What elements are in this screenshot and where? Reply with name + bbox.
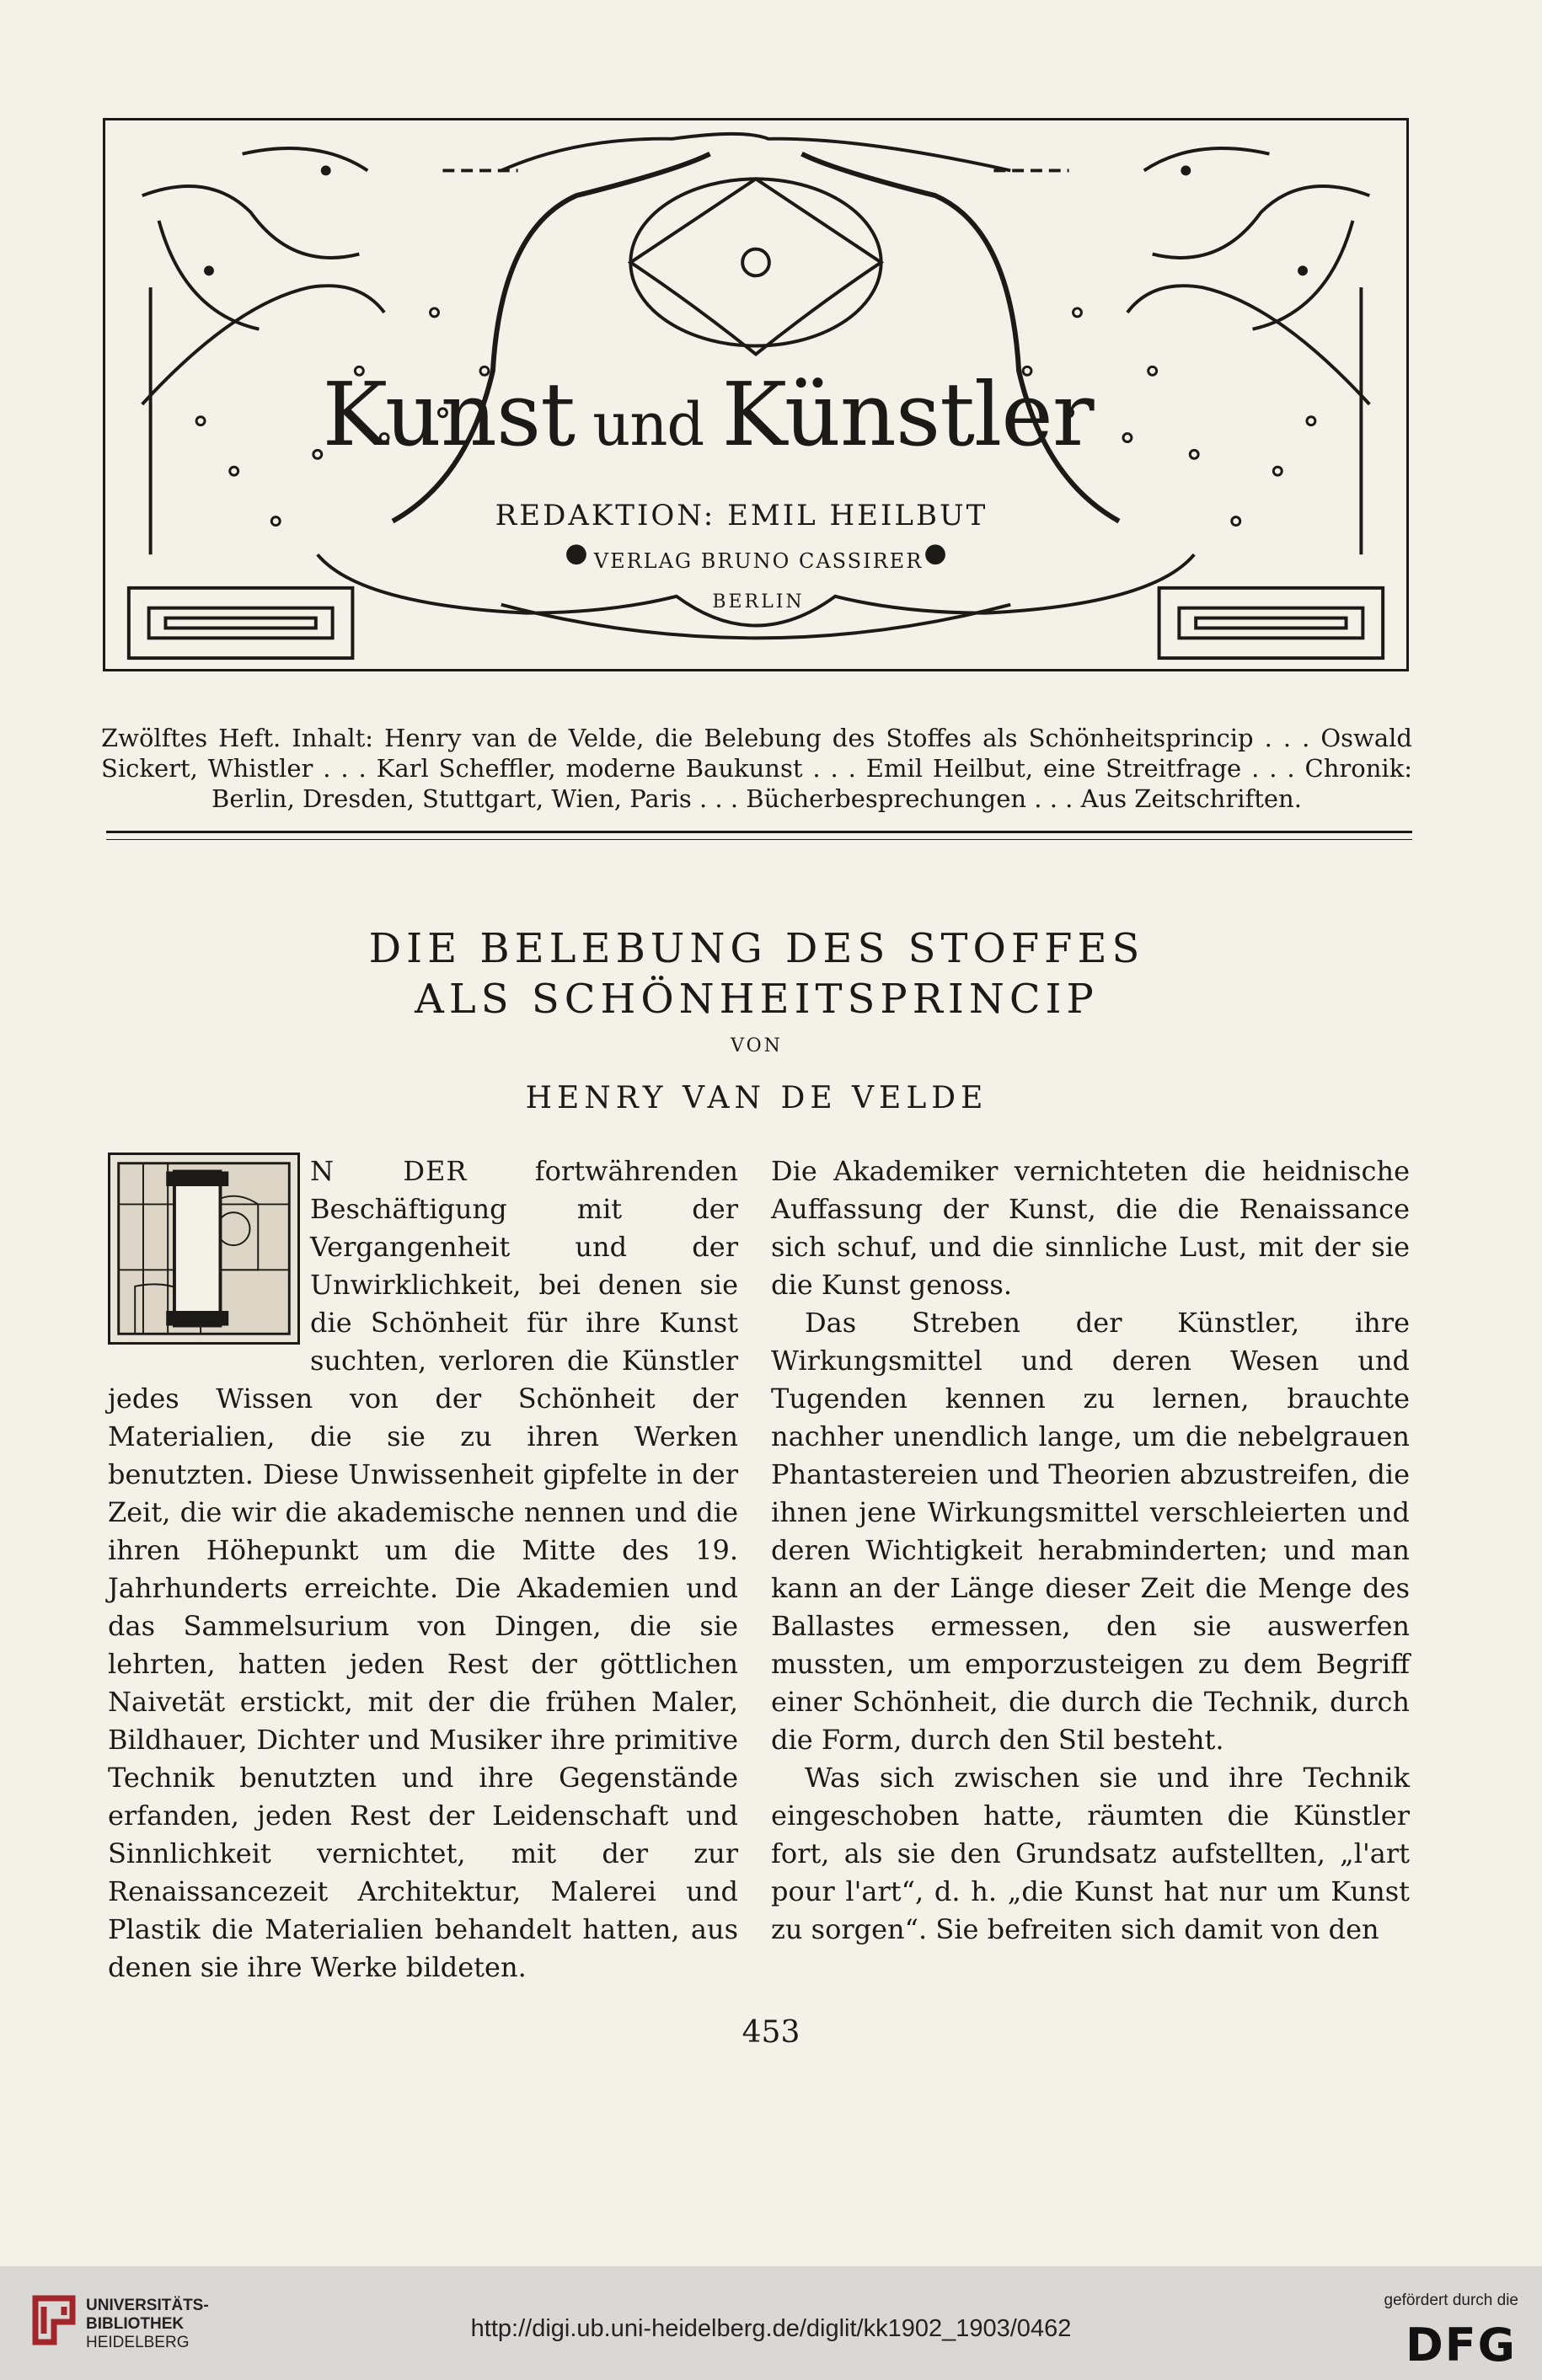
digital-copy-url[interactable]: http://digi.ub.uni-heidelberg.de/diglit/kk1902_1903/0462 (470, 2315, 1072, 2342)
title-und: und (575, 390, 722, 459)
illustrated-initial-i (108, 1153, 300, 1345)
article-by: VON (731, 1035, 783, 1056)
left-column (108, 1153, 738, 1987)
masthead-publisher: VERLAG BRUNO CASSIRER (593, 549, 924, 573)
right-paragraph-2: Das Streben der Künstler, ihre Wirkungsmittel und deren Wesen und Tugenden kennen zu lernen, brauchte nachher unendlich lange, um die nebelgrauen Phantastereien und Theorien abzustreifen, die ihnen jene Wirkungsmittel verschleierten und deren Wichtigkeit herabminderten; und man kann an der Länge dieser Zeit die Menge des Ballastes ermessen, den sie auswerfen mussten, um emporzusteigen zu dem Begriff einer Schönheit, die durch die Technik, durch die Form, durch den Stil besteht. (771, 1307, 1410, 1756)
masthead-title (286, 363, 1129, 466)
page-number: 453 (742, 2015, 800, 2050)
left-paragraph: fortwährenden Beschäftigung mit der Vergangenheit und der Unwirklichkeit, bei denen sie die Schönheit für ihre Kunst suchten, verloren die Künstler jedes Wissen von der Schönheit der Materialien, die sie zu ihren Werken benutzten. Diese Unwissenheit gipfelte in der Zeit, die wir die akademische nennen und die ihren Höhepunkt um die Mitte des 19. Jahrhunderts erreichte. Die Akademien und das Sammelsurium von Dingen, die sie lehrten, hatten jeden Rest der göttlichen Naivetät erstickt, mit der die frühen Maler, Bildhauer, Dichter und Musiker ihre primitive Technik benutzten und ihre Gegenstände erfanden, jeden Rest der Leidenschaft und Sinnlichkeit vernichtet, mit der zur Renaissancezeit Architektur, Malerei und Plastik die Materialien behandelt hatten, aus denen sie ihre Werke bildeten. (108, 1155, 739, 1983)
issue-contents: Zwölftes Heft. Inhalt: Henry van de Velde, die Belebung des Stoffes als Schönheitsprincip . . . Oswald Sickert, Whistler . . . Karl Scheffler, moderne Baukunst . . . Emil Heilbut, eine Streitfrage . . . Chronik: Berlin, Dresden, Stuttgart, Wien, Paris . . . Bücherbesprechungen . . . Aus Zeitschriften. (101, 724, 1412, 813)
library-line-1: UNIVERSITÄTS- (86, 2297, 209, 2314)
library-line-3: HEIDELBERG (86, 2334, 190, 2351)
masthead-city: BERLIN (712, 591, 805, 612)
dfg-logo[interactable]: DFG (1405, 2318, 1517, 2372)
article-title-line-2: ALS SCHÖNHEITSPRINCIP (415, 976, 1099, 1023)
masthead-editor: REDAKTION: EMIL HEILBUT (495, 499, 988, 532)
title-kuenstler: Künstler (721, 363, 1094, 466)
article-author: HENRY VAN DE VELDE (525, 1081, 988, 1115)
library-line-2: BIBLIOTHEK (86, 2315, 185, 2333)
right-paragraph-3: Was sich zwischen sie und ihre Technik eingeschoben hatte, räumten die Künstler fort, als sie den Grundsatz aufstellten, „l'art pour l'art“, d. h. „die Kunst hat nur um Kunst zu sorgen“. Sie befreiten sich damit von den (771, 1762, 1410, 1945)
right-column (771, 1153, 1410, 1949)
digitization-footer (0, 2266, 1542, 2380)
divider-rule-top (106, 831, 1412, 833)
paragraph-lead: N DER (310, 1155, 468, 1187)
article-title-line-1: DIE BELEBUNG DES STOFFES (368, 925, 1145, 972)
right-paragraph-1: Die Akademiker vernichteten die heidnische Auffassung der Kunst, die die Renaissance sich schuf, und die sinnliche Lust, mit der sie die Kunst genoss. (771, 1155, 1410, 1301)
sponsor-note: gefördert durch die (1384, 2292, 1518, 2309)
title-kunst: Kunst (322, 363, 575, 466)
divider-rule-bottom (106, 839, 1412, 840)
